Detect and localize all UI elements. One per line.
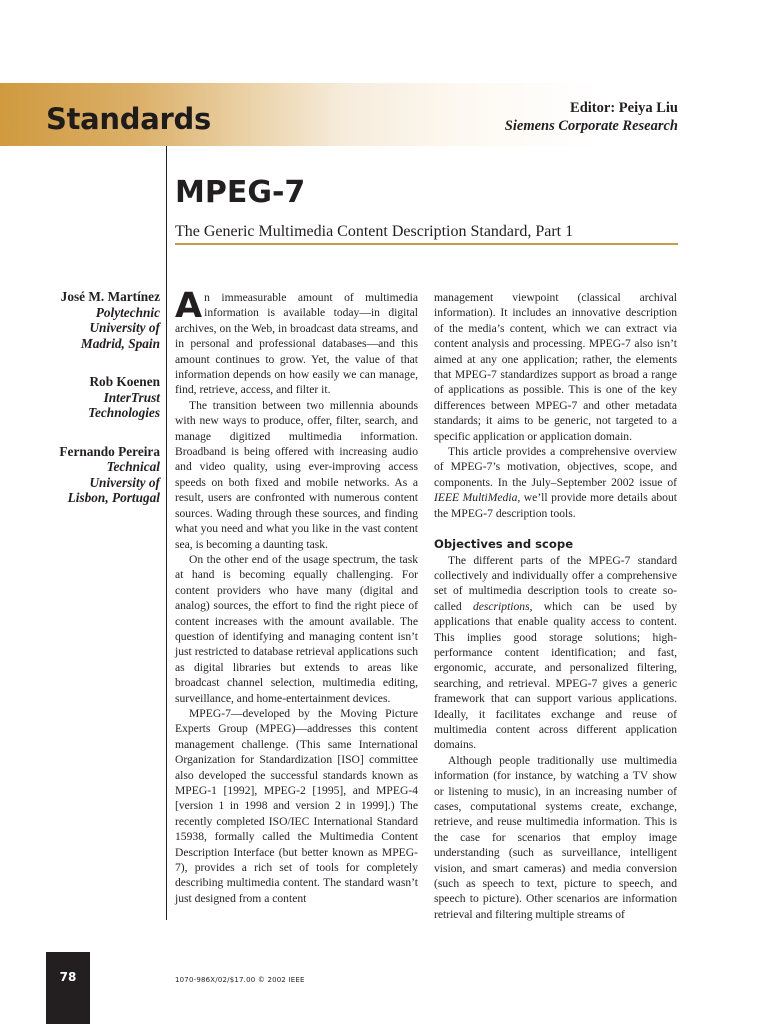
- paragraph-text: , which can be used by applications that enable quality access to content. This implies good storage solutions; high-performance content identification; and fast, ergonomic, accurate, and personalized filtering, searching, and retrieval. MPEG-7 gives a generic framework that can support various applications. Ideally, it facilitates exchange and reuse of multimedia content across different application domains.: [434, 599, 677, 752]
- body-paragraph: management viewpoint (classical archival information). It includes an innovative description of the media’s content, which we can extract via content analysis and processing. MPEG-7 also isn’t aimed at any one application; rather, the elements that MPEG-7 standardizes support as broad a range of applications as possible. This is one of the key differences between MPEG-7 and other metadata standards; it aims to be generic, not targeted to a specific application or application domain.: [434, 291, 677, 443]
- editor-affiliation: Siemens Corporate Research: [504, 118, 678, 134]
- author-affiliation: Madrid, Spain: [80, 335, 160, 351]
- journal-name: IEEE MultiMedia: [434, 491, 518, 505]
- section-heading: Objectives and scope: [434, 537, 574, 552]
- article-title: MPEG-7: [175, 175, 306, 210]
- editor-credit: [505, 99, 678, 135]
- column-divider: [166, 146, 167, 920]
- article-subtitle: The Generic Multimedia Content Description Standard, Part 1: [175, 223, 574, 240]
- author-block: [20, 289, 160, 351]
- author-affiliation: University of: [89, 320, 160, 335]
- author-block: [20, 374, 160, 421]
- body-paragraph: [175, 286, 418, 398]
- editor-name: Editor: Peiya Liu: [570, 100, 678, 116]
- paragraph-text: The different parts of the MPEG-7 standard collectively and individually offer a comprehensive set of multimedia description tools to create so-called: [434, 553, 677, 613]
- body-paragraph: [434, 553, 677, 753]
- author-affiliation: University of: [89, 474, 160, 490]
- author-name: Fernando Pereira: [59, 443, 160, 459]
- body-paragraph: [434, 444, 677, 521]
- body-paragraph: On the other end of the usage spectrum, the task at hand is becoming equally challenging. For content providers who have many (digital and analog) sources, the effort to find the right piece of content increases with the amount available. The question of identifying and managing content isn’t just restricted to database retrieval applications such as digital libraries but extends to areas like broadcast channel selection, multimedia editing, surveillance, and home-entertainment devices.: [175, 552, 418, 705]
- author-affiliation: Technologies: [88, 405, 160, 420]
- author-block: [20, 444, 160, 506]
- paragraph-text: This article provides a comprehensive overview of MPEG-7’s motivation, objectives, scope, and components. In the July–September 2002 issue of: [434, 445, 677, 489]
- paragraph-text: n immeasurable amount of multimedia information is available today—in digital archives, on the Web, in broadcast data streams, and in personal and professional databases—and this amount continues to grow. Yet, the value of that information depends on how easily we can manage, find, retrieve, access, and filter it.: [175, 291, 418, 397]
- body-column-right: [434, 290, 677, 922]
- author-name: Rob Koenen: [89, 374, 160, 389]
- body-column-left: [175, 286, 418, 906]
- subtitle-rule: [175, 243, 678, 245]
- page-number: 78: [59, 970, 77, 984]
- body-paragraph: The transition between two millennia abounds with new ways to produce, offer, filter, search, and manage digitized multimedia information. Broadband is being offered with increasing audio and video quality, using ever-improving access speeds on both fixed and mobile networks. As a result, users are confronted with numerous content sources. Wading through these sources, and finding what you need and what you like in the vast content sea, is becoming a daunting task.: [175, 398, 418, 551]
- page-number-box: [46, 952, 90, 1024]
- author-name: José M. Martínez: [60, 289, 160, 304]
- author-list: [20, 289, 160, 529]
- paragraph-text: , we’ll provide more details about the MPEG-7 description tools.: [434, 491, 677, 520]
- drop-cap: A: [175, 286, 203, 326]
- emphasis-term: descriptions: [472, 599, 530, 613]
- author-affiliation: Technical: [106, 459, 160, 474]
- copyright-line: 1070-986X/02/$17.00 © 2002 IEEE: [175, 976, 305, 984]
- body-paragraph: MPEG-7—developed by the Moving Picture Experts Group (MPEG)—addresses this content management challenge. (This same International Organization for Standardization [ISO] committee also developed the successful standards known as MPEG-1 [1992], MPEG-2 [1995], and MPEG-4 [version 1 in 1998 and version 2 in 1999].) The recently completed ISO/IEC International Standard 15938, formally called the Multimedia Content Description Interface (but better known as MPEG-7), provides a rich set of tools for completely describing multimedia content. The standard wasn’t just designed from a content: [175, 706, 418, 905]
- author-affiliation: Lisbon, Portugal: [67, 490, 160, 505]
- section-title: Standards: [46, 102, 211, 136]
- body-paragraph: Although people traditionally use multimedia information (for instance, by watching a TV show or listening to music), in an increasing number of cases, computational systems create, exchange, retrieve, and reuse multimedia information. This is the case for scenarios that employ image understanding (such as surveillance, intelligent vision, and smart cameras) and media conversion (such as speech to text, picture to speech, and speech to picture). Other scenarios are information retrieval and filtering multiple streams of: [434, 753, 677, 921]
- author-affiliation: InterTrust: [103, 389, 160, 405]
- author-affiliation: Polytechnic: [95, 304, 160, 320]
